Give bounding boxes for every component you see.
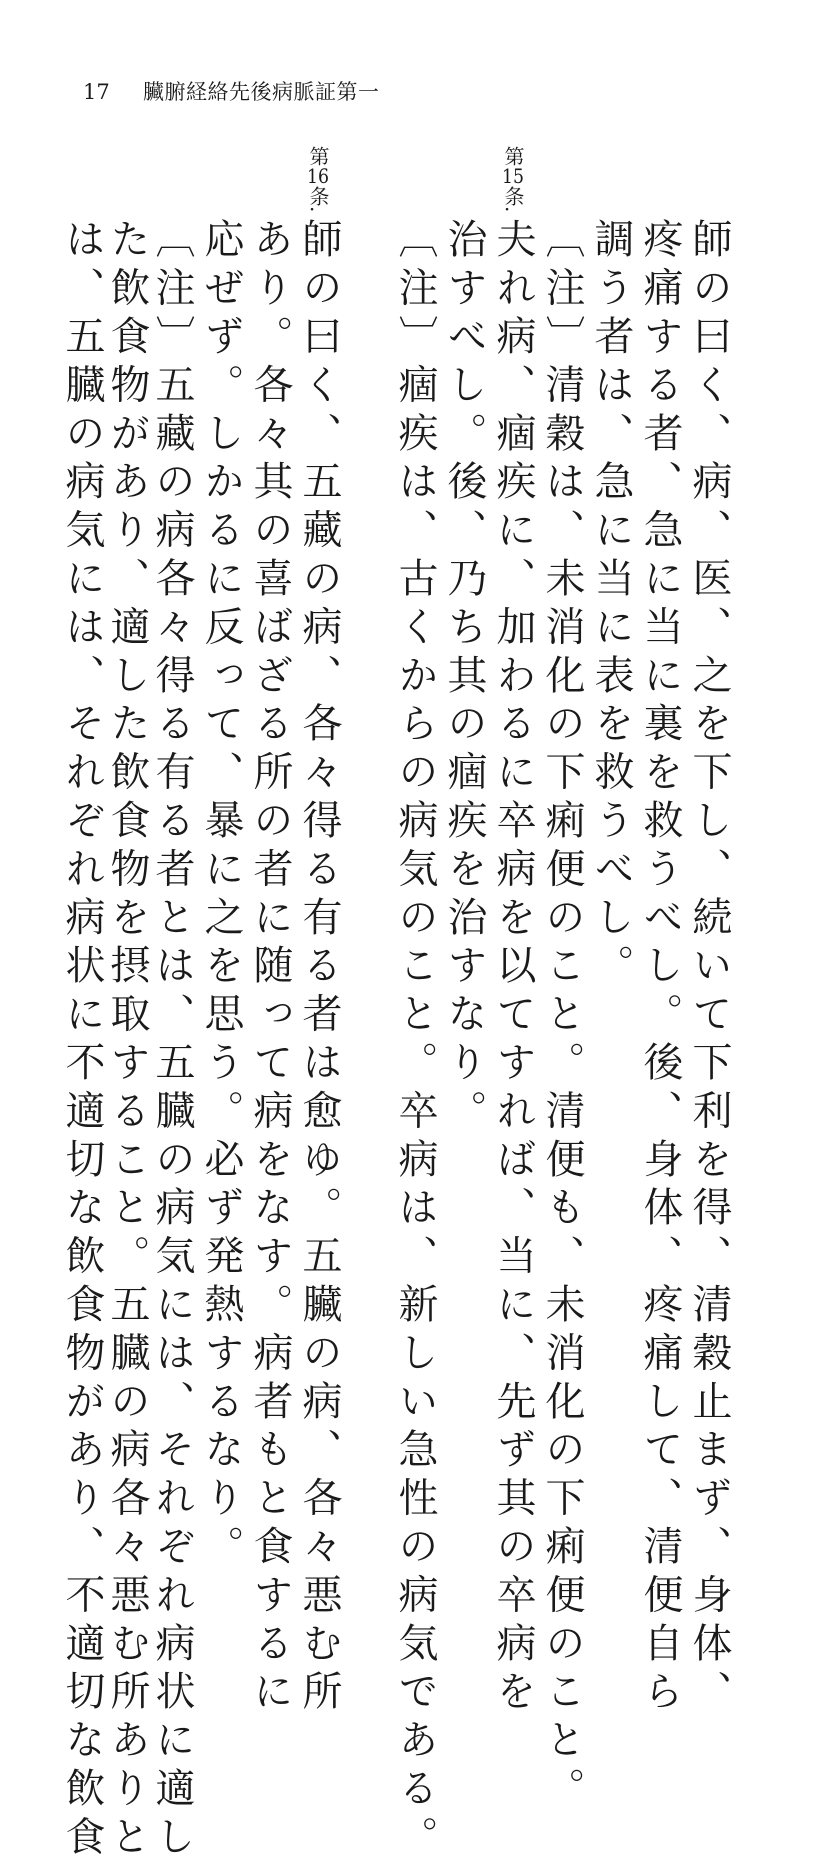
text-line: あり。各々其の喜ばざる所の者に随って病をなす。病者もと食するに	[247, 218, 293, 1719]
note-line: た飲食物があり、適した飲食物を摂取すること。五臓の病各々悪む所ありと	[104, 218, 150, 1864]
page-number: 17	[83, 80, 110, 104]
text-line: 疼痛する者、急に当に裏を救うべし。後、身体、疼痛して、清便自ら	[637, 218, 683, 1719]
text-line: 師の曰く、病、医、之を下し、続いて下利を得、清穀止まず、身体、	[686, 218, 732, 1719]
note-line: は、五臓の病気には、それぞれ病状に不適切な飲食物があり、不適切な飲食	[59, 218, 105, 1864]
note-line: 〔注〕清穀は、未消化の下痢便のこと。清便も、未消化の下痢便のこと。	[539, 218, 585, 1816]
chapter-title: 臟腑経絡先後病脈証第一	[143, 80, 380, 104]
text-line: 調う者は、急に当に表を救うべし。	[588, 218, 634, 993]
article-label-15: 第15条.	[501, 146, 525, 213]
running-header	[83, 76, 380, 106]
text-line: 治すべし。後、乃ち其の痼疾を治すなり。	[441, 218, 487, 1138]
text-line: 夫れ病、痼疾に、加わるに卒病を以てすれば、当に、先ず其の卒病を	[490, 218, 536, 1719]
note-line: 〔注〕五藏の病各々得る有る者とは、五臓の病気には、それぞれ病状に適し	[149, 218, 195, 1864]
text-line: 応ぜず。しかるに反って、暴に之を思う。必ず発熱するなり。	[198, 218, 244, 1574]
article-label-16: 第16条.	[306, 146, 330, 213]
note-line: 〔注〕痼疾は、古くからの病気のこと。卒病は、新しい急性の病気である。	[392, 218, 438, 1864]
text-line: 師の曰く、五藏の病、各々得る有る者は愈ゆ。五臟の病、各々悪む所	[296, 218, 342, 1719]
